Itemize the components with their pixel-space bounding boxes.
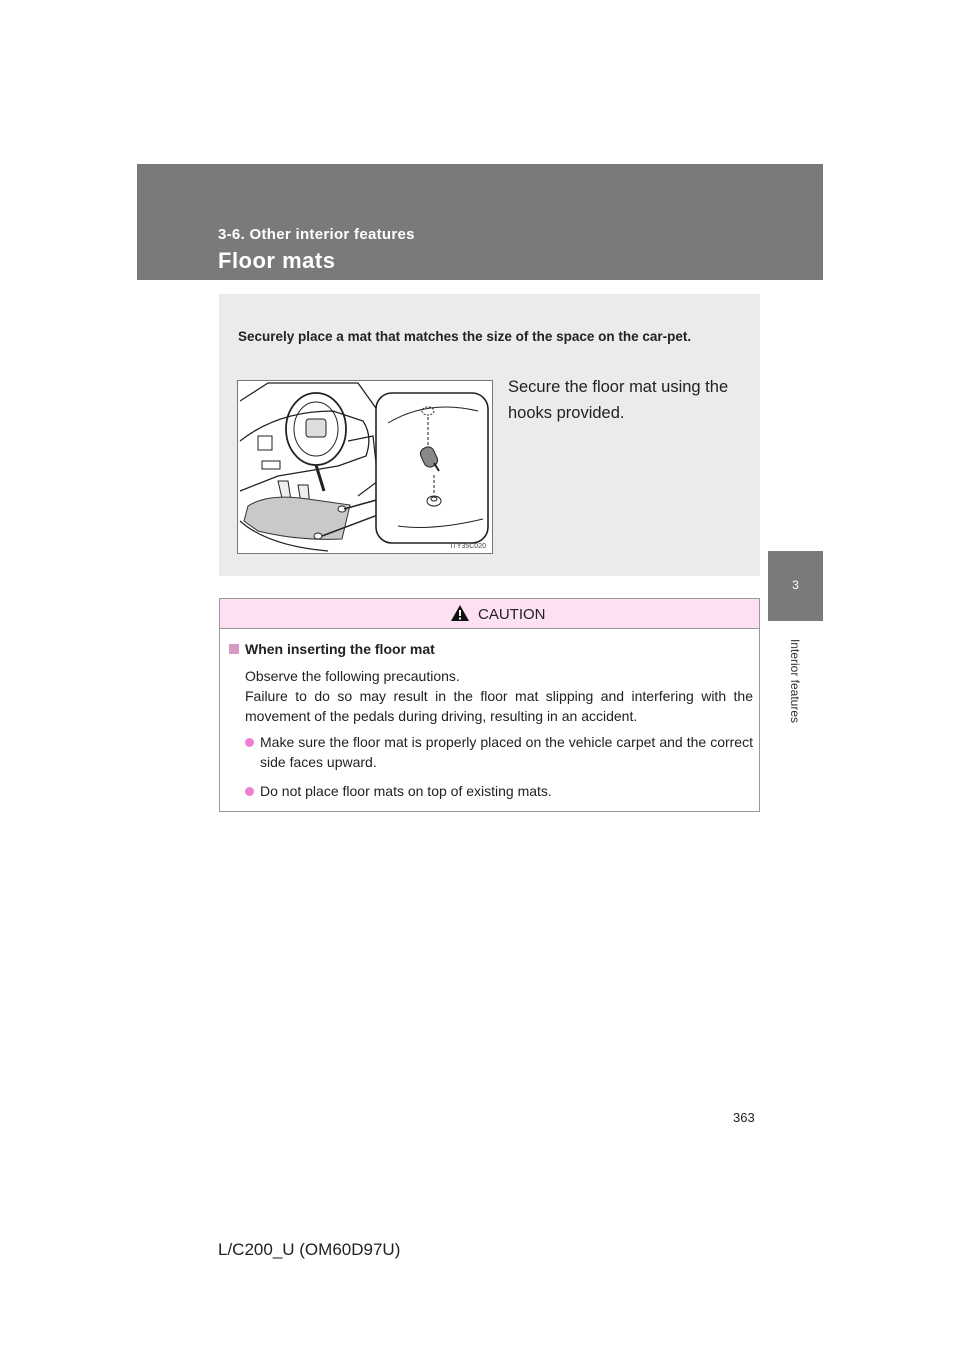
- square-bullet-icon: [229, 644, 239, 654]
- warning-triangle-icon: [450, 604, 470, 622]
- caution-body: [229, 639, 753, 801]
- chapter-label-wrap: [766, 626, 824, 736]
- caution-bullet: [245, 732, 753, 772]
- caution-line-2: Failure to do so may result in the floor mat slipping and interfering with the movement of the pedals during driving, resulting in an accident.: [245, 688, 753, 724]
- page-title: Floor mats: [218, 248, 336, 273]
- caution-header: [220, 599, 759, 629]
- floor-mat-illustration: [237, 380, 493, 554]
- chapter-label: Interior features: [788, 638, 802, 724]
- figure-caption: Secure the floor mat using the hooks provided.: [508, 378, 729, 422]
- caution-bullet-text: Do not place floor mats on top of existing mats.: [260, 783, 552, 799]
- section-label: 3-6. Other interior features: [218, 226, 415, 243]
- intro-text: Securely place a mat that matches the size of the space on the car-pet.: [238, 329, 692, 344]
- caution-title: CAUTION: [478, 606, 546, 623]
- caution-paragraph: [245, 666, 753, 726]
- dot-bullet-icon: [245, 787, 254, 796]
- caution-heading: [229, 639, 753, 659]
- caution-bullet-text: Make sure the floor mat is properly placed on the vehicle carpet and the correct side faces upward.: [260, 734, 753, 770]
- footer-code: L/C200_U (OM60D97U): [218, 1240, 401, 1259]
- chapter-tab: [768, 551, 823, 621]
- page-number: 363: [733, 1110, 755, 1125]
- caution-box: [219, 598, 760, 812]
- dot-bullet-icon: [245, 738, 254, 747]
- figure-code: ITY35C020: [450, 543, 486, 550]
- intro-box: [219, 294, 760, 576]
- floor-mat-drawing: [238, 381, 492, 553]
- caution-heading-text: When inserting the floor mat: [245, 641, 435, 657]
- caution-bullet: [245, 781, 753, 801]
- chapter-number: 3: [792, 578, 799, 592]
- caution-line-1: Observe the following precautions.: [245, 668, 460, 684]
